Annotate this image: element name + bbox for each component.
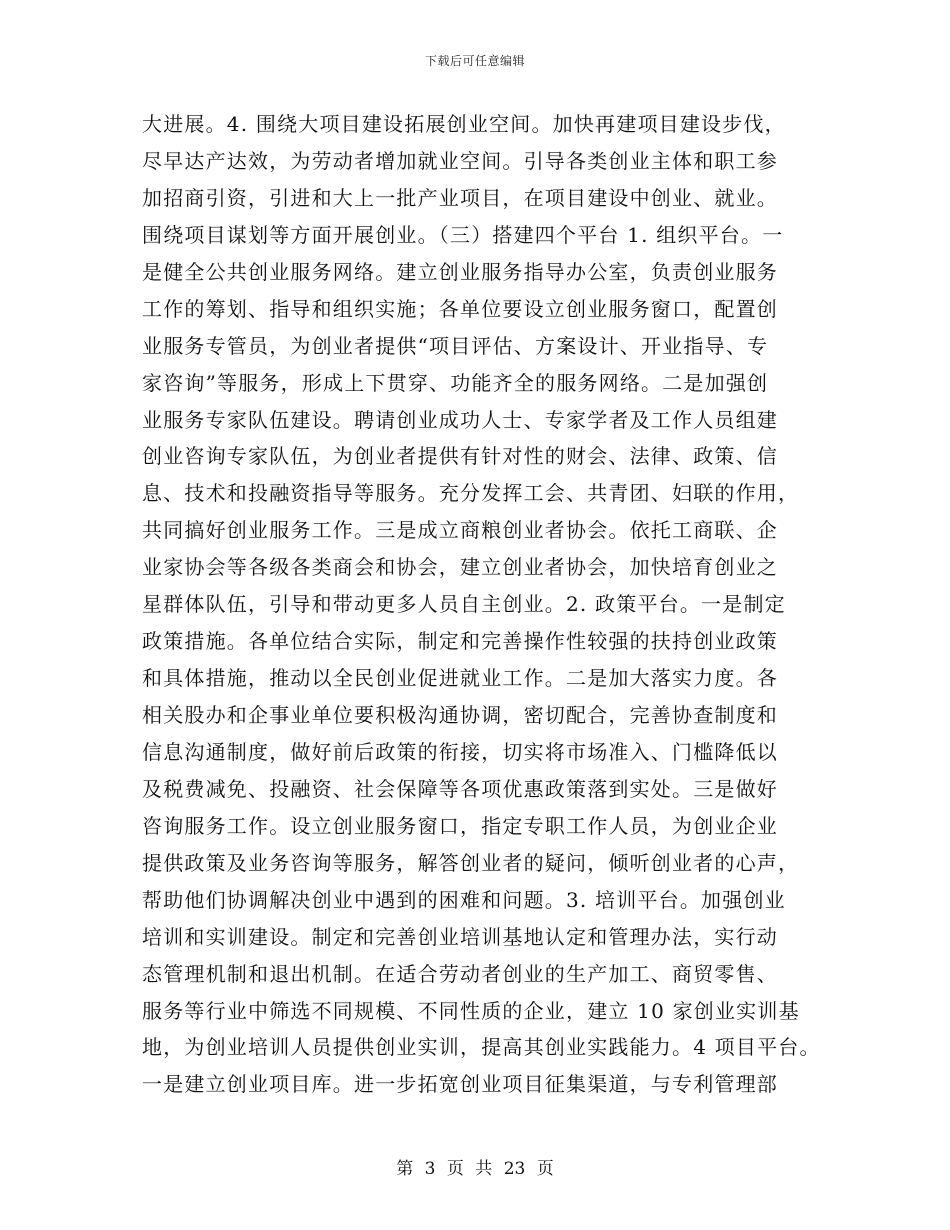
body-line: 家咨询”等服务，形成上下贯穿、功能齐全的服务网络。二是加强创 bbox=[142, 370, 769, 395]
body-line: 业服务专家队伍建设。聘请创业成功人士、专家学者及工作人员组建 bbox=[142, 407, 778, 432]
body-line: 提供政策及业务咨询等服务，解答创业者的疑问，倾听创业者的心声， bbox=[142, 850, 800, 875]
body-line: 息、技术和投融资指导等服务。充分发挥工会、共青团、妇联的作用， bbox=[142, 481, 800, 506]
body-line: 及税费减免、投融资、社会保障等各项优惠政策落到实处。三是做好 bbox=[142, 776, 778, 801]
body-line: 创业咨询专家队伍，为创业者提供有针对性的财会、法律、政策、信 bbox=[142, 444, 778, 469]
body-line: 信息沟通制度，做好前后政策的衔接，切实将市场准入、门槛降低以 bbox=[142, 739, 778, 764]
body-line: 业家协会等各级各类商会和协会，建立创业者协会，加快培育创业之 bbox=[142, 555, 778, 580]
body-line: 服务等行业中筛选不同规模、不同性质的企业，建立 10 家创业实训基 bbox=[142, 998, 800, 1023]
body-line: 星群体队伍，引导和带动更多人员自主创业。2. 政策平台。一是制定 bbox=[142, 592, 786, 617]
body-line: 地，为创业培训人员提供创业实训，提高其创业实践能力。4 项目平台。 bbox=[142, 1035, 821, 1060]
body-line: 业服务专管员，为创业者提供“项目评估、方案设计、开业指导、专 bbox=[142, 333, 769, 358]
body-line: 和具体措施，推动以全民创业促进就业工作。二是加大落实力度。各 bbox=[142, 666, 778, 691]
body-line: 一是建立创业项目库。进一步拓宽创业项目征集渠道，与专利管理部 bbox=[142, 1072, 778, 1097]
body-line: 共同搞好创业服务工作。三是成立商粮创业者协会。依托工商联、企 bbox=[142, 518, 778, 543]
document-body bbox=[142, 106, 822, 1103]
page-number: 第 3 页 共 23 页 bbox=[396, 1159, 554, 1179]
body-line: 咨询服务工作。设立创业服务窗口，指定专职工作人员，为创业企业 bbox=[142, 813, 778, 838]
body-line: 工作的筹划、指导和组织实施；各单位要设立创业服务窗口，配置创 bbox=[142, 296, 778, 321]
body-line: 培训和实训建设。制定和完善创业培训基地认定和管理办法，实行动 bbox=[142, 924, 778, 949]
body-line: 态管理机制和退出机制。在适合劳动者创业的生产加工、商贸零售、 bbox=[142, 961, 778, 986]
body-line: 帮助他们协调解决创业中遇到的困难和问题。3. 培训平台。加强创业 bbox=[142, 887, 786, 912]
body-line: 相关股办和企事业单位要积极沟通协调，密切配合，完善协查制度和 bbox=[142, 703, 778, 727]
body-line: 尽早达产达效，为劳动者增加就业空间。引导各类创业主体和职工参 bbox=[142, 148, 778, 173]
body-line: 加招商引资，引进和大上一批产业项目，在项目建设中创业、就业。 bbox=[142, 185, 778, 210]
body-line: 大进展。4. 围绕大项目建设拓展创业空间。加快再建项目建设步伐， bbox=[142, 112, 786, 136]
page-header: 下载后可任意编辑 bbox=[424, 54, 525, 68]
body-line: 是健全公共创业服务网络。建立创业服务指导办公室，负责创业服务 bbox=[142, 259, 778, 284]
body-line: 围绕项目谋划等方面开展创业。（三）搭建四个平台 1. 组织平台。一 bbox=[142, 222, 784, 247]
body-line: 政策措施。各单位结合实际，制定和完善操作性较强的扶持创业政策 bbox=[142, 629, 778, 654]
